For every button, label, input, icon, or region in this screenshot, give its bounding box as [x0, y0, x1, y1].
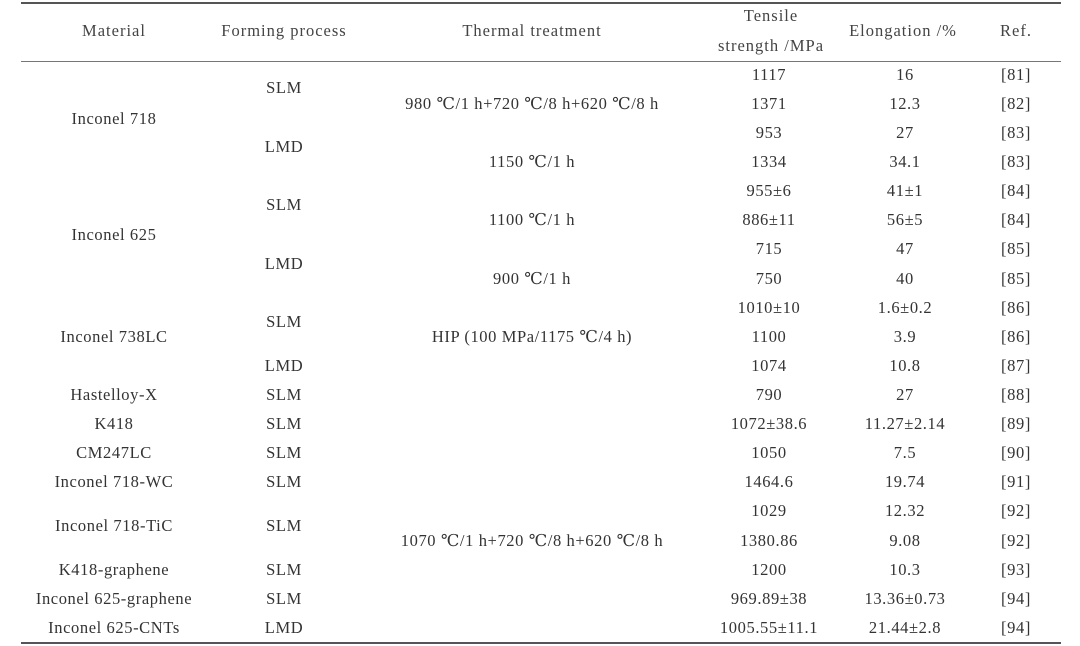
treatment-cell: 1150 ℃/1 h: [488, 151, 576, 171]
process-cell: SLM: [266, 515, 302, 535]
process-cell: LMD: [264, 253, 304, 273]
material-cell: Inconel 738LC: [60, 326, 168, 346]
material-cell: Inconel 625-CNTs: [48, 617, 180, 637]
elongation-cell: 16: [896, 64, 914, 84]
material-cell: Hastelloy-X: [70, 384, 158, 404]
tensile-cell: 1371: [751, 93, 787, 113]
ref-cell: [89]: [1001, 413, 1031, 433]
elongation-cell: 12.3: [889, 93, 921, 113]
material-cell: K418-graphene: [58, 559, 170, 579]
elongation-cell: 56±5: [886, 209, 924, 229]
treatment-cell: 1070 ℃/1 h+720 ℃/8 h+620 ℃/8 h: [400, 530, 664, 550]
tensile-cell: 969.89±38: [730, 588, 808, 608]
process-cell: SLM: [266, 588, 302, 608]
elongation-cell: 7.5: [893, 442, 917, 462]
ref-cell: [92]: [1001, 500, 1031, 520]
header-forming-process: Forming process: [221, 20, 347, 40]
tensile-cell: 1005.55±11.1: [719, 617, 819, 637]
material-cell: CM247LC: [76, 442, 152, 462]
tensile-cell: 953: [755, 122, 783, 142]
elongation-cell: 19.74: [884, 471, 926, 491]
header-material: Material: [82, 20, 146, 40]
ref-cell: [87]: [1001, 355, 1031, 375]
tensile-cell: 1074: [751, 355, 787, 375]
treatment-cell: HIP (100 MPa/1175 ℃/4 h): [431, 326, 633, 346]
material-cell: Inconel 625-graphene: [35, 588, 193, 608]
process-cell: SLM: [266, 559, 302, 579]
material-cell: Inconel 718-TiC: [55, 515, 173, 535]
ref-cell: [82]: [1001, 93, 1031, 113]
ref-cell: [81]: [1001, 64, 1031, 84]
tensile-cell: 886±11: [742, 209, 796, 229]
process-cell: SLM: [266, 311, 302, 331]
tensile-cell: 1117: [751, 64, 787, 84]
tensile-cell: 1029: [751, 500, 787, 520]
ref-cell: [93]: [1001, 559, 1031, 579]
header-tensile-line2: strength /MPa: [717, 35, 825, 55]
ref-cell: [85]: [1001, 238, 1031, 258]
process-cell: SLM: [266, 77, 302, 97]
elongation-cell: 47: [896, 238, 914, 258]
elongation-cell: 27: [896, 384, 914, 404]
tensile-cell: 1464.6: [744, 471, 794, 491]
tensile-cell: 1200: [751, 559, 787, 579]
ref-cell: [84]: [1001, 180, 1031, 200]
elongation-cell: 3.9: [893, 326, 917, 346]
elongation-cell: 11.27±2.14: [864, 413, 946, 433]
process-cell: SLM: [266, 471, 302, 491]
process-cell: SLM: [266, 384, 302, 404]
ref-cell: [90]: [1001, 442, 1031, 462]
elongation-cell: 13.36±0.73: [864, 588, 946, 608]
ref-cell: [84]: [1001, 209, 1031, 229]
header-rule: [21, 61, 1061, 62]
tensile-cell: 1334: [751, 151, 787, 171]
elongation-cell: 34.1: [889, 151, 921, 171]
elongation-cell: 40: [896, 268, 914, 288]
elongation-cell: 27: [896, 122, 914, 142]
ref-cell: [85]: [1001, 268, 1031, 288]
tensile-cell: 790: [755, 384, 783, 404]
process-cell: SLM: [266, 194, 302, 214]
tensile-cell: 715: [755, 238, 783, 258]
elongation-cell: 9.08: [889, 530, 921, 550]
ref-cell: [83]: [1001, 151, 1031, 171]
tensile-cell: 1010±10: [737, 297, 801, 317]
header-tensile-line1: Tensile: [743, 5, 799, 25]
tensile-cell: 1072±38.6: [730, 413, 808, 433]
tensile-cell: 1100: [751, 326, 787, 346]
elongation-cell: 10.3: [889, 559, 921, 579]
ref-cell: [94]: [1001, 588, 1031, 608]
elongation-cell: 41±1: [886, 180, 924, 200]
tensile-cell: 955±6: [746, 180, 792, 200]
header-elongation: Elongation /%: [849, 20, 957, 40]
process-cell: LMD: [264, 136, 304, 156]
material-cell: K418: [94, 413, 134, 433]
process-cell: LMD: [264, 355, 304, 375]
elongation-cell: 21.44±2.8: [868, 617, 942, 637]
material-cell: Inconel 718: [71, 108, 157, 128]
ref-cell: [86]: [1001, 326, 1031, 346]
elongation-cell: 10.8: [889, 355, 921, 375]
elongation-cell: 1.6±0.2: [877, 297, 933, 317]
process-cell: SLM: [266, 442, 302, 462]
header-thermal-treatment: Thermal treatment: [462, 20, 602, 40]
process-cell: LMD: [264, 617, 304, 637]
tensile-cell: 750: [755, 268, 783, 288]
treatment-cell: 1100 ℃/1 h: [488, 209, 576, 229]
process-cell: SLM: [266, 413, 302, 433]
table-top-rule: [21, 2, 1061, 4]
treatment-cell: 980 ℃/1 h+720 ℃/8 h+620 ℃/8 h: [405, 93, 659, 113]
tensile-cell: 1380.86: [740, 530, 798, 550]
ref-cell: [83]: [1001, 122, 1031, 142]
ref-cell: [88]: [1001, 384, 1031, 404]
elongation-cell: 12.32: [884, 500, 926, 520]
table-bottom-rule: [21, 642, 1061, 644]
material-cell: Inconel 718-WC: [54, 471, 174, 491]
treatment-cell: 900 ℃/1 h: [493, 268, 571, 288]
material-cell: Inconel 625: [71, 224, 157, 244]
header-ref: Ref.: [1000, 20, 1032, 40]
ref-cell: [91]: [1001, 471, 1031, 491]
tensile-cell: 1050: [751, 442, 787, 462]
ref-cell: [86]: [1001, 297, 1031, 317]
ref-cell: [94]: [1001, 617, 1031, 637]
ref-cell: [92]: [1001, 530, 1031, 550]
